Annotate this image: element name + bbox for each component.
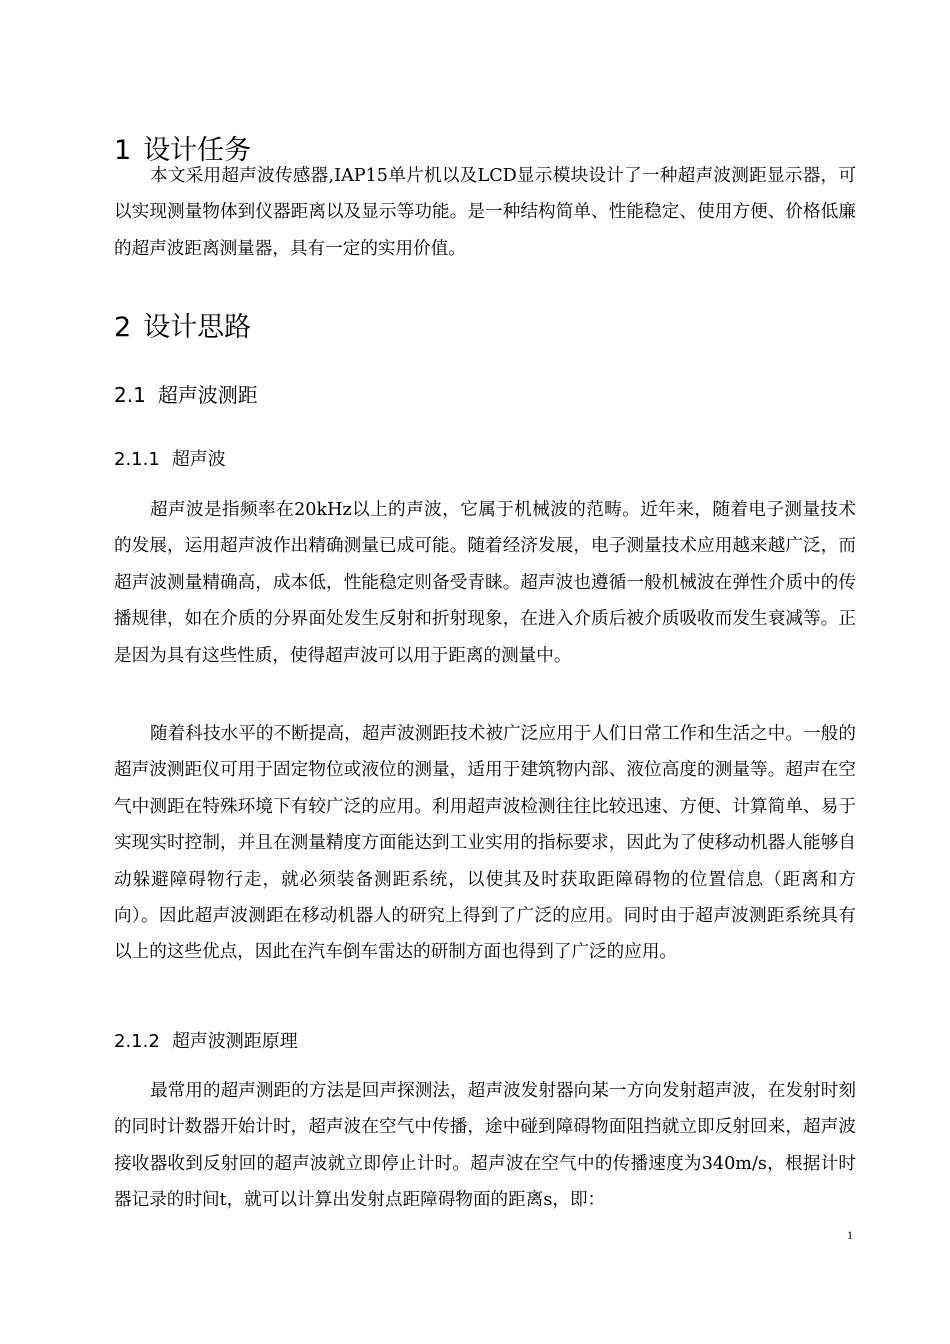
paragraph-ultrasonic: 超声波是指频率在20kHz以上的声波，它属于机械波的范畴。近年来，随着电子测量技术的发展，运用超声波作出精确测量已成可能。随着经济发展，电子测量技术应用越来越广泛，而超声波测量精确高，成本低，性能稳定则备受青睐。超声波也遵循一般机械波在弹性介质中的传播规律，如在介质的分界面处发生反射和折射现象，在进入介质后被介质吸收而发生衰减等。正是因为具有这些性质，使得超声波可以用于距离的测量中。 [114,500,856,666]
paragraph-applications: 随着科技水平的不断提高，超声波测距技术被广泛应用于人们日常工作和生活之中。一般的超声波测距仪可用于固定物位或液位的测量，适用于建筑物内部、液位高度的测量等。超声在空气中测距在特殊环境下有较广泛的应用。利用超声波检测往往比较迅速、方便、计算简单、易于实现实时控制，并且在测量精度方面能达到工业实用的指标要求，因此为了使移动机器人能够自动躲避障碍物行走，就必须装备测距系统，以使其及时获取距障碍物的位置信息（距离和方向）。因此超声波测距在移动机器人的研究上得到了广泛的应用。同时由于超声波测距系统具有以上的这些优点，因此在汽车倒车雷达的研制方面也得到了广泛的应用。 [114,724,856,963]
subsection-title: 超声波测距 [157,383,258,407]
section-number: 2 [114,312,132,343]
section-title: 设计任务 [143,135,252,166]
subsection-title: 超声波测距原理 [171,1031,298,1052]
subsection-heading-2-1-2 [114,1030,298,1054]
section-title: 设计思路 [143,312,252,343]
section-heading-2 [114,311,251,345]
subsection-heading-2-1-1 [114,448,226,472]
page-number: 1 [847,1228,853,1242]
subsection-title: 超声波 [171,449,226,470]
subsection-number: 2.1.1 [114,449,160,470]
subsection-heading-2-1 [114,382,258,408]
section-number: 1 [114,135,132,166]
subsection-number: 2.1.2 [114,1031,160,1052]
paragraph-design-task: 本文采用超声波传感器,IAP15单片机以及LCD显示模块设计了一种超声波测距显示器，可以实现测量物体到仪器距离以及显示等功能。是一种结构简单、性能稳定、使用方便、价格低廉的超声波距离测量器，具有一定的实用价值。 [114,166,856,259]
paragraph-principle: 最常用的超声测距的方法是回声探测法，超声波发射器向某一方向发射超声波，在发射时刻的同时计数器开始计时，超声波在空气中传播，途中碰到障碍物面阻挡就立即反射回来，超声波接收器收到反射回的超声波就立即停止计时。超声波在空气中的传播速度为340m/s，根据计时器记录的时间t，就可以计算出发射点距障碍物面的距离s，即： [114,1081,856,1211]
subsection-number: 2.1 [114,383,146,407]
